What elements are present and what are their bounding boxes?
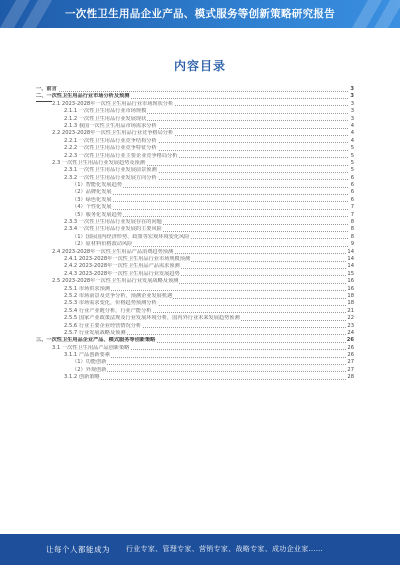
toc-entry-title: （3）绿色化发展 [72,196,112,203]
toc-page-number: 7 [350,204,354,211]
report-title: 一次性卫生用品企业产品、模式服务等创新策略研究报告 [65,8,335,20]
toc-entry-title: 2.2.3 一次性卫生用品行业主要企业竞争格局分析 [64,152,178,159]
toc-page-number: 9 [350,241,354,248]
toc-entry[interactable] [36,256,354,263]
toc-entry[interactable] [36,86,354,93]
toc-entry[interactable] [36,123,354,130]
toc-page-number: 8 [350,226,354,233]
toc-entry[interactable] [36,286,354,293]
toc-entry-title: 2.1.2 一次性卫生用品行业发展现状 [64,115,147,122]
toc-page-number: 5 [350,145,354,152]
toc-page-number: 3 [350,115,354,122]
toc-entry-title: （1）智能化发展趋势 [72,182,122,189]
footer-tagline: 行业专家、管理专家、营销专家、战略专家、成功企业家…… [126,545,324,553]
toc-entry-title: 3.1 一次性卫生用品产品创新策略 [52,344,130,351]
toc-entry[interactable] [36,93,354,100]
toc-entry-title: 一、前言 [36,86,57,92]
toc-leader-dots [72,371,348,372]
toc-page-number: 27 [347,366,354,373]
toc-entry[interactable] [36,130,354,137]
toc-entry[interactable] [36,323,354,330]
toc-entry-title: 2.5.2 市场前景及竞争分析，预测企业发展机遇 [64,292,173,299]
toc-entry-title: 2.2.2 一次性卫生用品行业竞争特征分析 [64,145,157,152]
toc-page-number: 16 [347,278,354,285]
toc-entry[interactable] [36,308,354,315]
toc-entry[interactable] [36,234,354,241]
toc-entry-title: 二、一次性卫生用品行业市场分析及预测 [36,93,130,101]
toc-page-number: 26 [347,344,354,351]
toc-page-number: 28 [347,374,354,381]
toc-page-number: 5 [350,159,354,166]
toc-entry-title: 2.5.5 国家产业政策法规及行业发展环境分析，国内外行业未来发展趋势预测 [64,315,240,322]
toc-entry[interactable] [36,212,354,219]
toc-page-number: 21 [347,307,354,314]
toc-page-number: 5 [350,167,354,174]
toc-entry-title: 2.5.6 行业主要企业经营情况分析 [64,322,142,329]
toc-page-number: 18 [347,292,354,299]
toc-page-number: 26 [346,337,354,344]
toc-page-number: 23 [347,322,354,329]
toc-page-number: 27 [347,359,354,366]
toc-entry[interactable] [36,263,354,270]
toc-entry-title: 2.5.4 行业产业链分析，行业产能分析 [64,307,152,314]
toc-leader-dots [64,379,348,380]
toc-entry[interactable] [36,352,354,359]
toc-leader-dots [72,201,348,202]
toc-entry[interactable] [36,345,354,352]
toc-entry[interactable] [36,293,354,300]
toc-entry[interactable] [36,278,354,285]
toc-entry[interactable] [36,108,354,115]
toc-page-number: 6 [350,182,354,189]
toc-entry-title: （4）个性化发展 [72,204,112,211]
header-banner [0,0,400,28]
toc-entry-title: （1）功能创新 [72,359,107,366]
toc-entry-title: 2.1.3 我国一次性卫生用品市场需求分析 [64,122,157,129]
toc-entry-title: （2）原材料价格波动风险 [72,241,133,248]
toc-entry[interactable] [36,167,354,174]
toc-entry-title: （1）国际国内经济形势、政策等宏观环境变化风险 [72,233,190,240]
toc-page-number: 3 [350,86,354,92]
toc-entry-title: （5）服务化发展趋势 [72,211,122,218]
toc-leader-dots [36,91,348,92]
toc-page-number: 5 [350,152,354,159]
toc-page-number: 3 [350,93,354,100]
toc-page-number: 22 [347,315,354,322]
toc-entry-title: 3.1.2 创新策略 [64,374,100,381]
toc-page-number: 3 [350,108,354,115]
toc-page-number: 14 [347,263,354,270]
toc-entry[interactable] [36,241,354,248]
toc-page-number: 26 [347,352,354,359]
toc-entry[interactable] [36,367,354,374]
toc-page-number: 4 [350,130,354,137]
toc-page-number: 18 [347,300,354,307]
toc-entry[interactable] [36,160,354,167]
toc-entry[interactable] [36,153,354,160]
footer-slogan: 让每个人都能成为 [46,545,110,554]
toc-entry-title: 2.1 2023-2028年一次性卫生用品行业市场现状分析 [52,100,174,107]
toc-entry-title: 2.3.1 一次性卫生用品行业发展前景预测 [64,167,157,174]
toc-entry-title: （2）外观创新 [72,366,107,373]
toc-title: 内容目录 [173,59,226,73]
toc-entry-title: （2）品牌化发展 [72,189,112,196]
toc-leader-dots [72,209,348,210]
toc-entry[interactable] [36,189,354,196]
toc-page-number: 15 [347,270,354,277]
toc-entry-title: 2.5.3 市场需求变化，价格趋势预测分析 [64,300,157,307]
toc-entry[interactable] [36,197,354,204]
toc-leader-dots [72,364,348,365]
toc-entry[interactable] [36,249,354,256]
toc-entry[interactable] [36,204,354,211]
toc-entry[interactable] [36,182,354,189]
toc-page-number: 6 [350,196,354,203]
toc-entry-title: 2.5.7 行业发展战略及预测 [64,329,126,336]
toc-page-number: 4 [350,137,354,144]
toc-entry[interactable] [36,116,354,123]
toc-page-number: 14 [347,255,354,262]
toc-page-number: 8 [350,219,354,226]
toc-page-number: 24 [347,329,354,336]
toc-entry-title: 2.3 一次性卫生用品行业发展趋势及预测 [52,159,145,166]
toc-entry[interactable] [36,374,354,381]
toc-entry[interactable] [36,175,354,182]
toc-page-number: 4 [350,122,354,129]
toc-entry-title: 2.3.2 一次性卫生用品行业发展方向分析 [64,174,157,181]
toc-entry-title: 2.4.3 2023-2028年一次性卫生用品行业发展趋势 [64,270,180,277]
toc-entry-title: 2.4.1 2023-2028年一次性卫生用品行业市场规模预测 [64,255,191,262]
toc-entry[interactable] [36,315,354,322]
toc-entry-title: 2.4.2 2023-2028年一次性卫生用品产品需求预测 [64,263,180,270]
toc-entry-title: 2.5.1 市场供求预测 [64,285,110,292]
toc-page-number: 16 [347,285,354,292]
toc-entry[interactable] [36,337,354,344]
toc-entry-title: 2.2.1 一次性卫生用品行业竞争结构分析 [64,137,157,144]
toc-entry[interactable] [36,138,354,145]
toc-leader-dots [72,194,348,195]
toc-entry[interactable] [36,101,354,108]
toc-entry[interactable] [36,226,354,233]
toc-page-number: 7 [350,211,354,218]
toc-entry[interactable] [36,330,354,337]
toc-entry-title: 2.4 2023-2028年一次性卫生用品产品消费趋势预测 [52,248,174,255]
toc-entry[interactable] [36,145,354,152]
toc-entry-title: 2.3.3 一次性卫生用品行业发展存在的问题 [64,219,162,226]
toc-page-number: 8 [350,233,354,240]
toc-entry-title: 三、一次性卫生用品企业产品、模式服务等创新策略 [36,337,156,344]
toc-entry-title: 2.2 2023-2028年一次性卫生用品行业竞争格局分析 [52,130,174,137]
toc-entry[interactable] [36,219,354,226]
footer-banner [0,534,400,565]
toc-page-number: 14 [347,248,354,255]
toc-entry[interactable] [36,271,354,278]
toc-page-number: 6 [350,189,354,196]
toc-entry[interactable] [36,359,354,366]
toc-page-number: 6 [350,174,354,181]
toc-page-number: 3 [350,100,354,107]
toc-entry-title: 2.1.1 一次性卫生用品行业市场规模 [64,108,147,115]
toc-entry[interactable] [36,300,354,307]
toc-entry-title: 2.3.4 一次性卫生用品行业发展的主要风险 [64,226,162,233]
table-of-contents [36,86,354,382]
toc-entry-title: 3.1.1 产品创新要素 [64,352,110,359]
toc-entry-title: 2.5 2023-2028年一次性卫生用品行业发展战略及预测 [52,278,179,285]
